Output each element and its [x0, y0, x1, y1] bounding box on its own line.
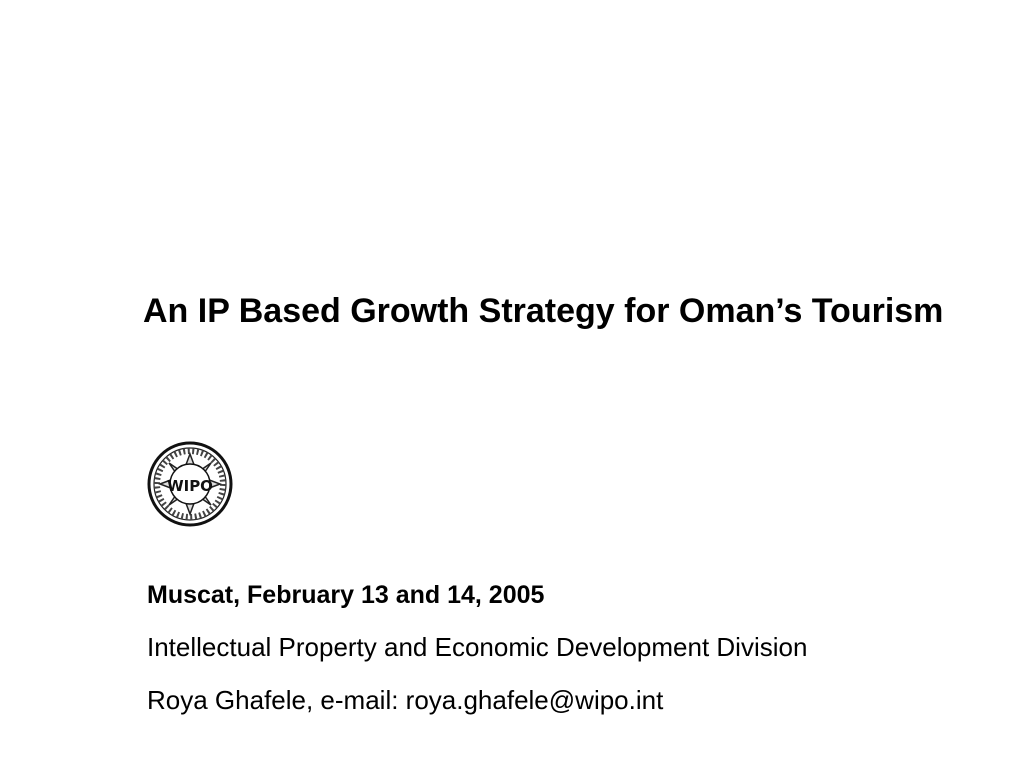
slide-title: An IP Based Growth Strategy for Oman’s Tourism	[143, 292, 944, 330]
division-name: Intellectual Property and Economic Development Division	[147, 632, 808, 662]
contact-info: Roya Ghafele, e-mail: roya.ghafele@wipo.int	[147, 685, 664, 715]
event-date: Muscat, February 13 and 14, 2005	[147, 581, 545, 609]
wipo-seal-icon	[146, 440, 234, 528]
wipo-seal-text: WIPO	[167, 477, 213, 495]
